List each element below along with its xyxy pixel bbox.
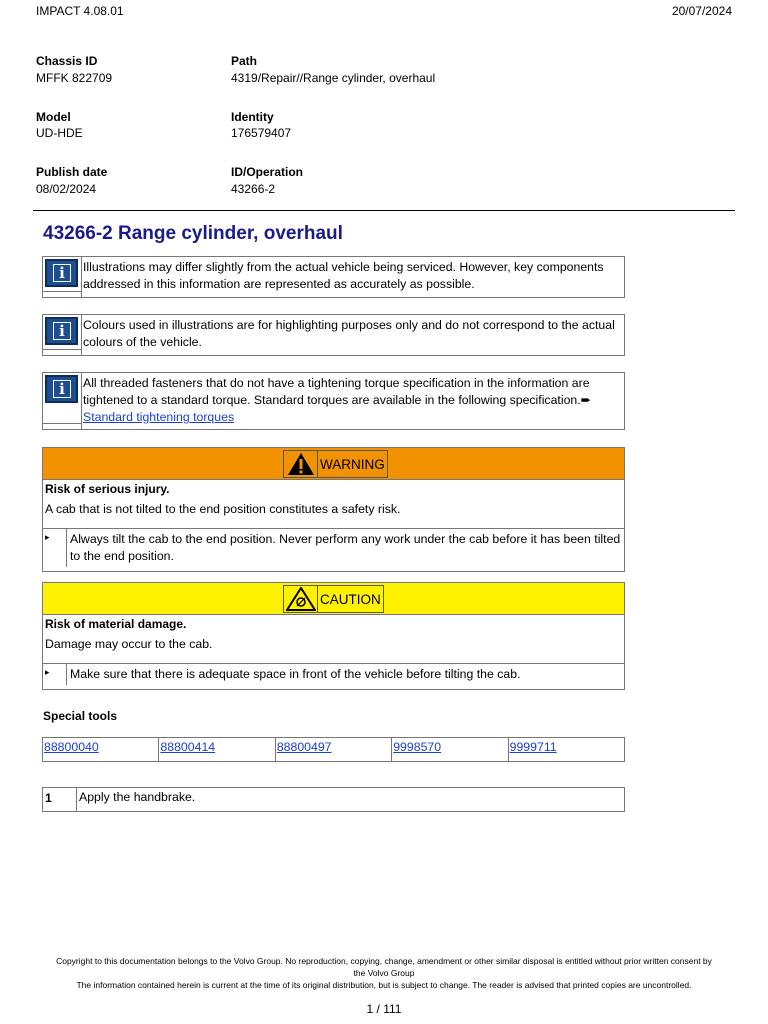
warning-triangle-icon — [284, 451, 318, 477]
info-note — [42, 314, 625, 356]
info-icon: i — [45, 259, 78, 287]
model-label: Model — [36, 110, 71, 124]
id-operation-value: 43266-2 — [231, 182, 276, 196]
page-title: 43266-2 Range cylinder, overhaul — [43, 223, 343, 244]
copyright-line-1: Copyright to this documentation belongs to the Volvo Group. No reproduction, copying, change, amendment or other similar disposal is entitled without prior written consent by — [56, 956, 712, 966]
warning-label: WARNING — [320, 456, 385, 472]
info-note-text — [82, 373, 624, 429]
warning-step-text: Always tilt the cab to the end position. Never perform any work under the cab before it has been tilted to the end position. — [70, 532, 621, 563]
caution-step — [43, 663, 624, 685]
link-arrow-icon: ➨ — [580, 393, 591, 407]
info-note — [42, 372, 625, 430]
chassis-id-label: Chassis ID — [36, 54, 98, 68]
info-note-body: All threaded fasteners that do not have a tightening torque specification in the information are tightened to a standard torque. Standard torques are available in the following specification. — [83, 376, 590, 407]
publish-date-label: Publish date — [36, 165, 108, 179]
warning-step — [43, 528, 624, 567]
info-note-text: Illustrations may differ slightly from the actual vehicle being serviced. However, key components addressed in this information are represented as accurately as possible. — [83, 260, 604, 291]
info-icon: i — [45, 317, 78, 345]
caution-box — [42, 582, 625, 690]
print-date: 20/07/2024 — [671, 4, 732, 18]
chassis-id-value: MFFK 822709 — [36, 71, 113, 85]
tool-link[interactable]: 88800040 — [44, 740, 99, 754]
step-text: Apply the handbrake. — [79, 790, 196, 804]
step-number: 1 — [43, 788, 77, 811]
tool-link[interactable]: 88800497 — [276, 740, 332, 754]
warning-title: Risk of serious injury. — [45, 482, 170, 496]
page-number: 1 / 111 — [366, 1002, 402, 1016]
model-value: UD-HDE — [36, 126, 83, 140]
caution-title: Risk of material damage. — [45, 617, 187, 631]
header-divider — [33, 210, 735, 211]
procedure-step — [42, 787, 625, 812]
caution-step-text: Make sure that there is adequate space in front of the vehicle before tilting the cab. — [70, 667, 521, 681]
bullet-icon: ▸ — [43, 664, 67, 685]
caution-gear-triangle-icon — [284, 586, 318, 612]
warning-box — [42, 447, 625, 572]
tool-link[interactable]: 9999711 — [509, 740, 557, 754]
caution-text: Damage may occur to the cab. — [45, 637, 213, 651]
publish-date-value: 08/02/2024 — [36, 182, 97, 196]
special-tools-heading: Special tools — [43, 709, 118, 723]
identity-label: Identity — [231, 110, 274, 124]
bullet-icon: ▸ — [43, 529, 67, 567]
special-tools-table — [42, 737, 625, 762]
standard-torques-link[interactable]: Standard tightening torques — [83, 410, 235, 424]
caution-header — [43, 583, 624, 615]
copyright-notice — [30, 955, 738, 991]
path-value: 4319/Repair//Range cylinder, overhaul — [231, 71, 436, 85]
uncontrolled-copy-notice: The information contained herein is current at the time of its original distribution, but is subject to change. The reader is advised that printed copies are uncontrolled. — [76, 980, 692, 990]
tool-link[interactable]: 9998570 — [393, 740, 442, 754]
app-version: IMPACT 4.08.01 — [36, 4, 124, 18]
info-note-text: Colours used in illustrations are for highlighting purposes only and do not correspond to the actual colours of the vehicle. — [83, 318, 615, 349]
identity-value: 176579407 — [231, 126, 292, 140]
warning-text: A cab that is not tilted to the end position constitutes a safety risk. — [45, 502, 401, 516]
warning-header — [43, 448, 624, 480]
info-note — [42, 256, 625, 298]
path-label: Path — [231, 54, 258, 68]
info-icon: i — [45, 375, 78, 403]
tool-link[interactable]: 88800414 — [160, 740, 216, 754]
caution-label: CAUTION — [320, 591, 381, 607]
copyright-line-2: the Volvo Group — [353, 968, 415, 978]
id-operation-label: ID/Operation — [231, 165, 304, 179]
